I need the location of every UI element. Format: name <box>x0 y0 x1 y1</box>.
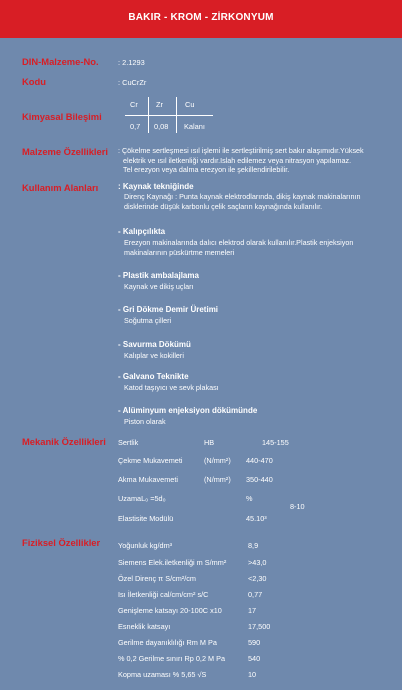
property-name: Elastisite Modülü <box>118 514 174 523</box>
composition-header: Cu <box>185 100 195 109</box>
composition-value: Kalanı <box>184 122 205 131</box>
section-title: - Plastik ambalajlama <box>118 271 199 280</box>
composition-value: 0,08 <box>154 122 169 131</box>
property-value: 350-440 <box>246 475 273 484</box>
property-unit: (N/mm²) <box>204 456 231 465</box>
section-title: - Galvano Teknikte <box>118 372 189 381</box>
mekanik-label: Mekanik Özellikleri <box>22 436 106 447</box>
property-name: % 0,2 Gerilme sınırı Rp 0,2 M Pa <box>118 654 226 663</box>
text-line: Direnç Kaynağı : Punta kaynak elektrodlarında, dikiş kaynak makinalarının <box>124 192 361 201</box>
property-value: 8,9 <box>248 541 259 550</box>
page-title: BAKIR - KROM - ZİRKONYUM <box>128 12 274 23</box>
section-title: - Gri Dökme Demir Üretimi <box>118 305 219 314</box>
section-text <box>124 192 361 211</box>
property-name: Özel Direnç π S/cm²/cm <box>118 574 197 583</box>
property-name: Kopma uzaması % 5,65 √S <box>118 670 207 679</box>
property-name: Sertlik <box>118 438 139 447</box>
text-line: disklerinde düşük karbonlu çelik saçların kaynağında kullanılır. <box>124 201 323 211</box>
section-title: - Alüminyum enjeksiyon dökümünde <box>118 406 258 415</box>
text-line: Soğutma çilleri <box>124 316 172 325</box>
fiziksel-label: Fiziksel Özellikler <box>22 537 101 548</box>
property-name: Isı İletkenliği cal/cm/cm² s/C <box>118 590 209 599</box>
din-value: : 2.1293 <box>118 58 145 67</box>
section-text <box>124 383 219 393</box>
section-text <box>124 351 184 361</box>
property-value: 0,77 <box>248 590 263 599</box>
din-label: DIN-Malzeme-No. <box>22 56 99 67</box>
section-text <box>124 316 171 326</box>
property-unit: HB <box>204 438 215 447</box>
section-text <box>124 238 353 257</box>
property-value: 10 <box>248 670 257 679</box>
kullanim-label: Kullanım Alanları <box>22 182 99 193</box>
property-name: Akma Mukavemeti <box>118 475 179 484</box>
section-text <box>124 282 194 292</box>
text-line: Piston olarak <box>124 417 166 426</box>
property-value: 590 <box>248 638 261 647</box>
section-title: - Savurma Dökümü <box>118 340 191 349</box>
section-text <box>124 417 166 427</box>
property-name: Yoğunluk kg/dm³ <box>118 541 173 550</box>
text-line: : Çökelme sertleşmesi ısıl işlemi ile sertleştirilmiş sert bakır alaşımıdır.Yüksek <box>118 146 364 155</box>
property-value: 45.10³ <box>246 514 267 523</box>
composition-value: 0,7 <box>130 122 141 131</box>
property-name: Siemens Elek.iletkenliği m S/mm² <box>118 558 227 567</box>
malzeme-label: Malzeme Özellikleri <box>22 146 108 157</box>
title-bar <box>0 0 402 38</box>
property-value: 145-155 <box>262 438 289 447</box>
kodu-value: : CuCrZr <box>118 78 147 87</box>
property-value: 440-470 <box>246 456 273 465</box>
text-line: Kalıplar ve kokilleri <box>124 351 184 360</box>
property-unit: (N/mm²) <box>204 475 231 484</box>
property-name: UzamaL₀ =5d₀ <box>118 494 166 503</box>
kimyasal-label: Kimyasal Bileşimi <box>22 111 102 122</box>
property-value: 17 <box>248 606 257 615</box>
property-value: 17,500 <box>248 622 271 631</box>
property-value: <2,30 <box>248 574 267 583</box>
text-line: Katod taşıyıcı ve sevk plakası <box>124 383 219 392</box>
property-value: >43,0 <box>248 558 267 567</box>
section-title: - Kalıpçılıkta <box>118 227 166 236</box>
property-value: 8-10 <box>290 502 305 511</box>
property-unit: % <box>246 494 253 503</box>
property-name: Gerilme dayanıklılığı Rm M Pa <box>118 638 217 647</box>
property-name: Genişleme katsayı 20-100C x10 <box>118 606 222 615</box>
property-name: Esneklik katsayı <box>118 622 171 631</box>
table-divider <box>125 115 213 116</box>
composition-header: Zr <box>156 100 163 109</box>
text-line: Tel erezyon veya dalma erezyon ile şekillendirilebilir. <box>123 165 290 175</box>
malzeme-text <box>118 146 364 175</box>
property-name: Çekme Mukavemeti <box>118 456 183 465</box>
composition-header: Cr <box>130 100 138 109</box>
text-line: Kaynak ve dikiş uçları <box>124 282 194 291</box>
section-title: : Kaynak tekniğinde <box>118 182 194 191</box>
text-line: elektrik ve ısıl iletkenliği vardır.Islah edilemez veya nitrasyon yapılamaz. <box>123 155 352 165</box>
property-value: 540 <box>248 654 261 663</box>
text-line: makinalarının püskürtme memeleri <box>124 247 235 257</box>
text-line: Erezyon makinalarında dalıcı elektrod olarak kullanılır.Plastik enjeksiyon <box>124 238 354 247</box>
kodu-label: Kodu <box>22 76 46 87</box>
